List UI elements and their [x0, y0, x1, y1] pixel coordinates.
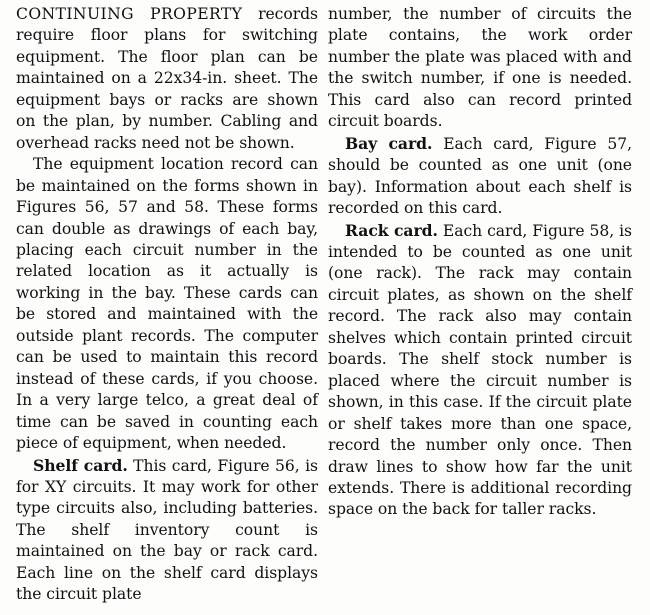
shelf-card-heading: Shelf card.	[33, 455, 128, 475]
right-column	[328, 4, 632, 521]
paragraph-text: number, the number of circuits the plate contains, the work order number the plate was placed with and the switch number, if one is needed. This card also can record printed circuit boards.	[328, 5, 632, 131]
paragraph-text: This card, Figure 56, is for XY circuits. It may work for other type circuits also, including batteries. The shelf inventory count is maintained on the bay or rack card. Each line on the shelf card displays the circuit plate	[16, 456, 318, 604]
paragraph-equipment-location	[16, 154, 318, 454]
paragraph-text: The equipment location record can be maintained on the forms shown in Figures 56, 57 and 58. These forms can double as drawings of each bay, placing each circuit number in the related location as it actually is working in the bay. These cards can be stored and maintained with the outside plant records. The computer can be used to maintain this record instead of these cards, if you choose. In a very large telco, a great deal of time can be saved in counting each piece of equipment, when needed.	[16, 155, 318, 453]
rack-card-heading: Rack card.	[345, 220, 438, 240]
lead-in-caps: CONTINUING PROPERTY	[16, 5, 243, 23]
paragraph-bay-card	[328, 133, 632, 220]
bay-card-heading: Bay card.	[345, 133, 433, 153]
paragraph-shelf-card	[16, 455, 318, 606]
paragraph-rack-card	[328, 220, 632, 521]
paragraph-text: Each card, Figure 57, should be counted as one unit (one bay). Information about each shelf is recorded on this card.	[328, 134, 632, 218]
paragraph-text: records require floor plans for switching equipment. The floor plan can be maintained on a 22x34-in. sheet. The equipment bays or racks are shown on the plan, by number. Cabling and overhead racks need not be shown.	[16, 5, 318, 152]
paragraph-shelf-card-continued	[328, 4, 632, 133]
left-column	[16, 4, 318, 606]
paragraph-text: Each card, Figure 58, is intended to be counted as one unit (one rack). The rack may contain circuit plates, as shown on the shelf record. The rack also may contain shelves which contain printed circuit boards. The shelf stock number is placed where the circuit number is shown, in this case. If the circuit plate or shelf takes more than one space, record the number only once. Then draw lines to show how far the unit extends. There is additional recording space on the back for taller racks.	[328, 221, 633, 519]
paragraph-continuing-property	[16, 4, 318, 154]
